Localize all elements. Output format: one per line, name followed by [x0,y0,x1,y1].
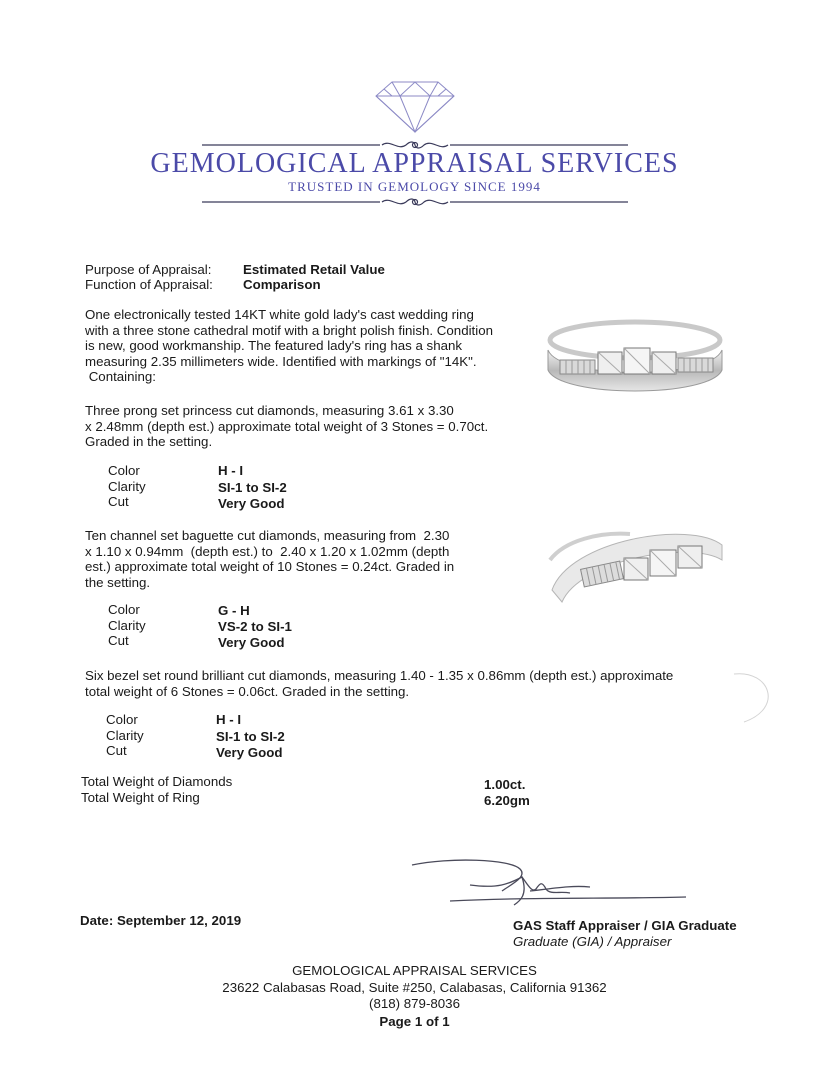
grade-label-clarity: Clarity [106,728,144,743]
logo-bottom-rule [200,195,630,209]
grade-value-color: G - H [218,603,250,618]
total-ring-weight-value: 6.20gm [484,793,530,808]
grade-value-color: H - I [216,712,242,727]
description-line: One electronically tested 14KT white gold lady's cast wedding ring [85,307,474,322]
grade-value-clarity: VS-2 to SI-1 [218,619,292,634]
grade-label-cut: Cut [108,494,129,509]
total-diamond-weight-label: Total Weight of Diamonds [81,774,233,789]
function-label: Function of Appraisal: [85,277,213,292]
purpose-label: Purpose of Appraisal: [85,262,212,277]
total-ring-weight-label: Total Weight of Ring [81,790,200,805]
decorative-arc [730,668,780,726]
company-logo-tagline: TRUSTED IN GEMOLOGY SINCE 1994 [288,179,541,194]
stone-group-line: Ten channel set baguette cut diamonds, measuring from 2.30 [85,528,450,543]
total-diamond-weight-value: 1.00ct. [484,777,526,792]
grade-label-color: Color [106,712,138,727]
grade-value-color: H - I [218,463,244,478]
stone-group-line: total weight of 6 Stones = 0.06ct. Graded in the setting. [85,683,410,699]
appraiser-subtitle: Graduate (GIA) / Appraiser [513,934,672,949]
description-line: measuring 2.35 millimeters wide. Identified with markings of "14K". [85,353,477,369]
stone-group-line: Graded in the setting. [85,434,213,450]
stone-group-3-description [85,668,673,699]
stone-group-line: x 2.48mm (depth est.) approximate total weight of 3 Stones = 0.70ct. [85,418,489,434]
grade-value-clarity: SI-1 to SI-2 [218,480,287,495]
footer-phone: (818) 879-8036 [369,996,460,1011]
stone-group-1-description [85,403,488,450]
stone-group-line: Three prong set princess cut diamonds, measuring 3.61 x 3.30 [85,403,454,418]
description-line: Containing: [85,369,156,385]
footer-company: GEMOLOGICAL APPRAISAL SERVICES [292,963,537,978]
stone-group-2-description [85,528,454,590]
ring-description [85,307,493,385]
stone-group-line: Six bezel set round brilliant cut diamonds, measuring 1.40 - 1.35 x 0.86mm (depth est.) approximate [85,668,674,683]
description-line: with a three stone cathedral motif with a bright polish finish. Condition [85,322,493,338]
grade-value-clarity: SI-1 to SI-2 [216,729,285,744]
appraisal-date: Date: September 12, 2019 [80,913,242,928]
description-line: is new, good workmanship. The featured lady's ring has a shank [85,338,463,354]
grade-value-cut: Very Good [216,745,283,760]
appraiser-signature [410,855,700,915]
grade-label-cut: Cut [108,633,129,648]
company-logo-title: GEMOLOGICAL APPRAISAL SERVICES [150,148,679,179]
grade-label-cut: Cut [106,743,127,758]
grade-label-clarity: Clarity [108,479,146,494]
stone-group-line: est.) approximate total weight of 10 Stones = 0.24ct. Graded in [85,559,455,575]
footer-address: 23622 Calabasas Road, Suite #250, Calabasas, California 91362 [222,980,607,995]
grade-value-cut: Very Good [218,496,285,511]
grade-label-color: Color [108,463,140,478]
grade-value-cut: Very Good [218,635,285,650]
ring-photo-top [540,310,730,405]
ring-photo-bottom [540,520,730,615]
stone-group-line: the setting. [85,574,151,590]
diamond-logo-icon [372,78,458,134]
grade-label-clarity: Clarity [108,618,146,633]
purpose-value: Estimated Retail Value [243,262,385,277]
function-value: Comparison [243,277,321,292]
stone-group-line: x 1.10 x 0.94mm (depth est.) to 2.40 x 1.20 x 1.02mm (depth [85,543,450,559]
page-number: Page 1 of 1 [379,1014,450,1029]
appraiser-title: GAS Staff Appraiser / GIA Graduate [513,918,737,933]
grade-label-color: Color [108,602,140,617]
